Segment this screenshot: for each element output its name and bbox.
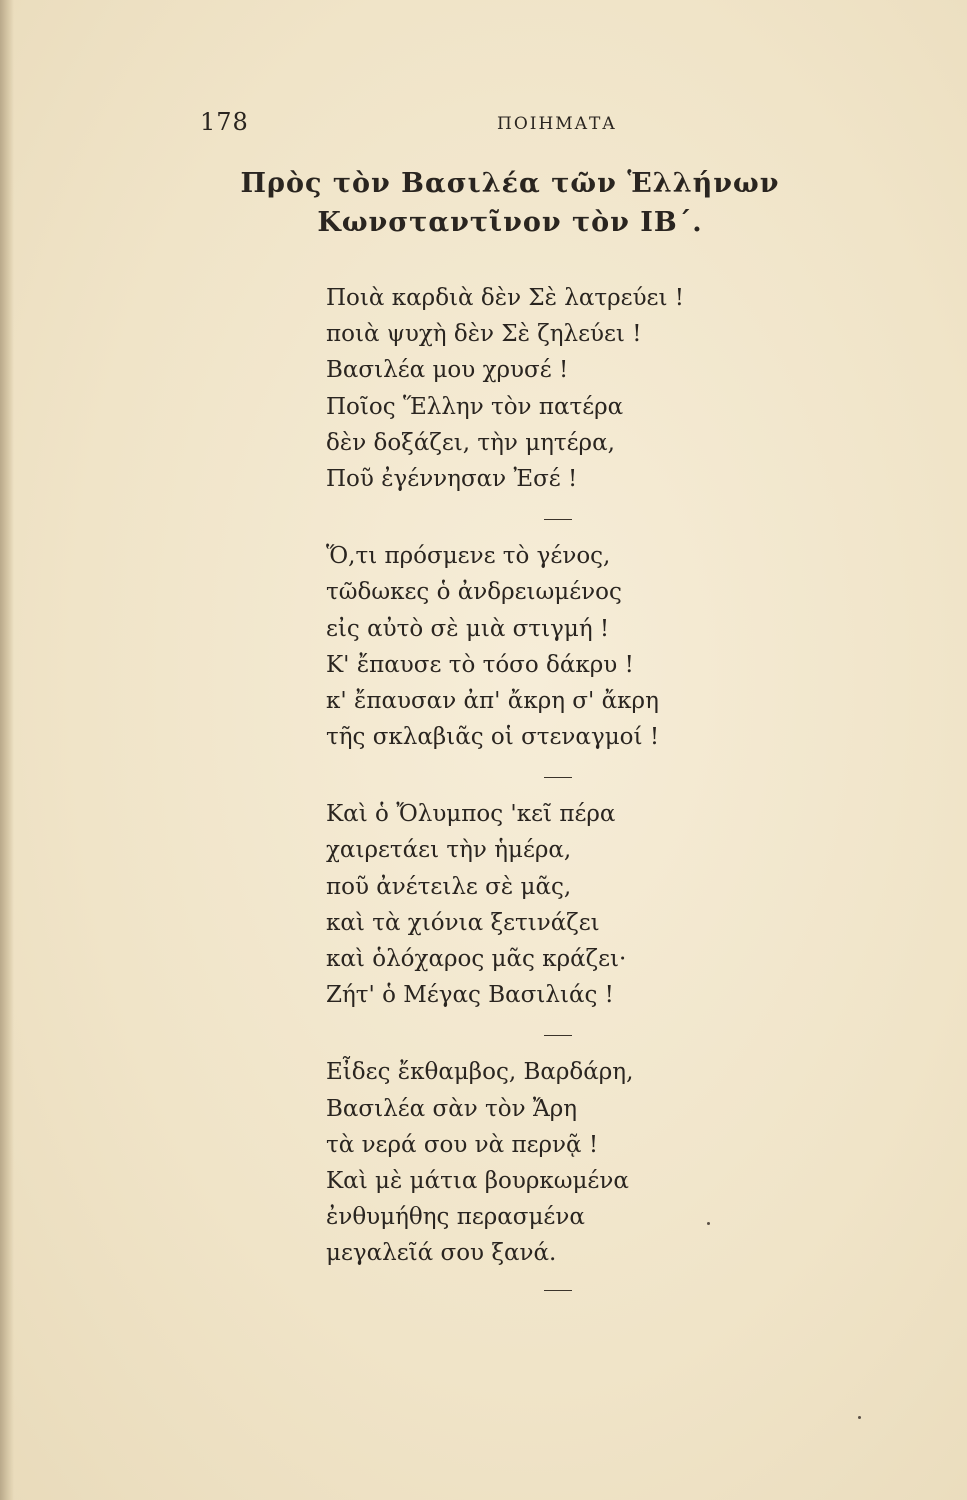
verse-line: Βασιλέα σὰν τὸν Ἄρη: [326, 1095, 578, 1122]
page-number: 178: [200, 108, 249, 136]
verse-line: Ποῖος Ἕλλην τὸν πατέρα: [326, 393, 624, 420]
verse-line: ποιὰ ψυχὴ δὲν Σὲ ζηλεύει !: [326, 321, 642, 348]
paper-speck: [858, 1416, 861, 1419]
verse-line: ποῦ ἀνέτειλε σὲ μᾶς,: [326, 873, 572, 900]
verse-line: Κ' ἔπαυσε τὸ τόσο δάκρυ !: [326, 651, 634, 678]
stanza-4: [326, 1054, 746, 1271]
verse-line: κ' ἔπαυσαν ἀπ' ἄκρη σ' ἄκρη: [326, 687, 659, 714]
verse-line: χαιρετάει τὴν ἡμέρα,: [326, 837, 572, 864]
poem-body: [326, 280, 746, 1309]
verse-line: Καὶ μὲ μάτια βουρκωμένα: [326, 1167, 629, 1194]
page-header: [0, 108, 967, 138]
stanza-2: [326, 538, 746, 755]
verse-line: Εἶδες ἔκθαμβος, Βαρδάρη,: [326, 1059, 634, 1086]
stanza-divider: [544, 1035, 572, 1036]
verse-line: Βασιλέα μου χρυσέ !: [326, 357, 569, 384]
end-divider: [544, 1290, 572, 1291]
running-head: ΠΟΙΗΜΑΤΑ: [497, 114, 617, 134]
verse-line: τῆς σκλαβιᾶς οἱ στεναγμοί !: [326, 724, 660, 751]
page-spine-shadow: [0, 0, 14, 1500]
paper-speck: [707, 1222, 710, 1225]
stanza-1: [326, 280, 746, 497]
verse-line: Καὶ ὁ Ὄλυμπος 'κεῖ πέρα: [326, 801, 616, 828]
stanza-divider: [544, 777, 572, 778]
poem-title-line-2: Κωνσταντῖνον τὸν ΙΒ΄.: [317, 207, 703, 238]
verse-line: μεγαλεῖά σου ξανά.: [326, 1240, 557, 1267]
verse-line: καὶ ὁλόχαρος μᾶς κράζει·: [326, 946, 627, 972]
stanza-3: [326, 796, 746, 1013]
verse-line: ἐνθυμήθης περασμένα: [326, 1204, 585, 1231]
verse-line: εἰς αὐτὸ σὲ μιὰ στιγμή !: [326, 615, 610, 642]
verse-line: Ὅ,τι πρόσμενε τὸ γένος,: [326, 543, 611, 570]
verse-line: Ζήτ' ὁ Μέγας Βασιλιάς !: [326, 982, 614, 1009]
stanza-divider: [544, 519, 572, 520]
verse-line: τὰ νερά σου νὰ περνᾷ !: [326, 1131, 599, 1158]
verse-line: Ποιὰ καρδιὰ δὲν Σὲ λατρεύει !: [326, 285, 685, 311]
verse-line: τῶδωκες ὁ ἀνδρειωμένος: [326, 579, 622, 606]
verse-line: δὲν δοξάζει, τὴν μητέρα,: [326, 429, 615, 456]
poem-title-line-1: Πρὸς τὸν Βασιλέα τῶν Ἑλλήνων: [240, 168, 780, 199]
verse-line: καὶ τὰ χιόνια ξετινάζει: [326, 909, 600, 936]
verse-line: Ποῦ ἐγέννησαν Ἐσέ !: [326, 465, 578, 492]
